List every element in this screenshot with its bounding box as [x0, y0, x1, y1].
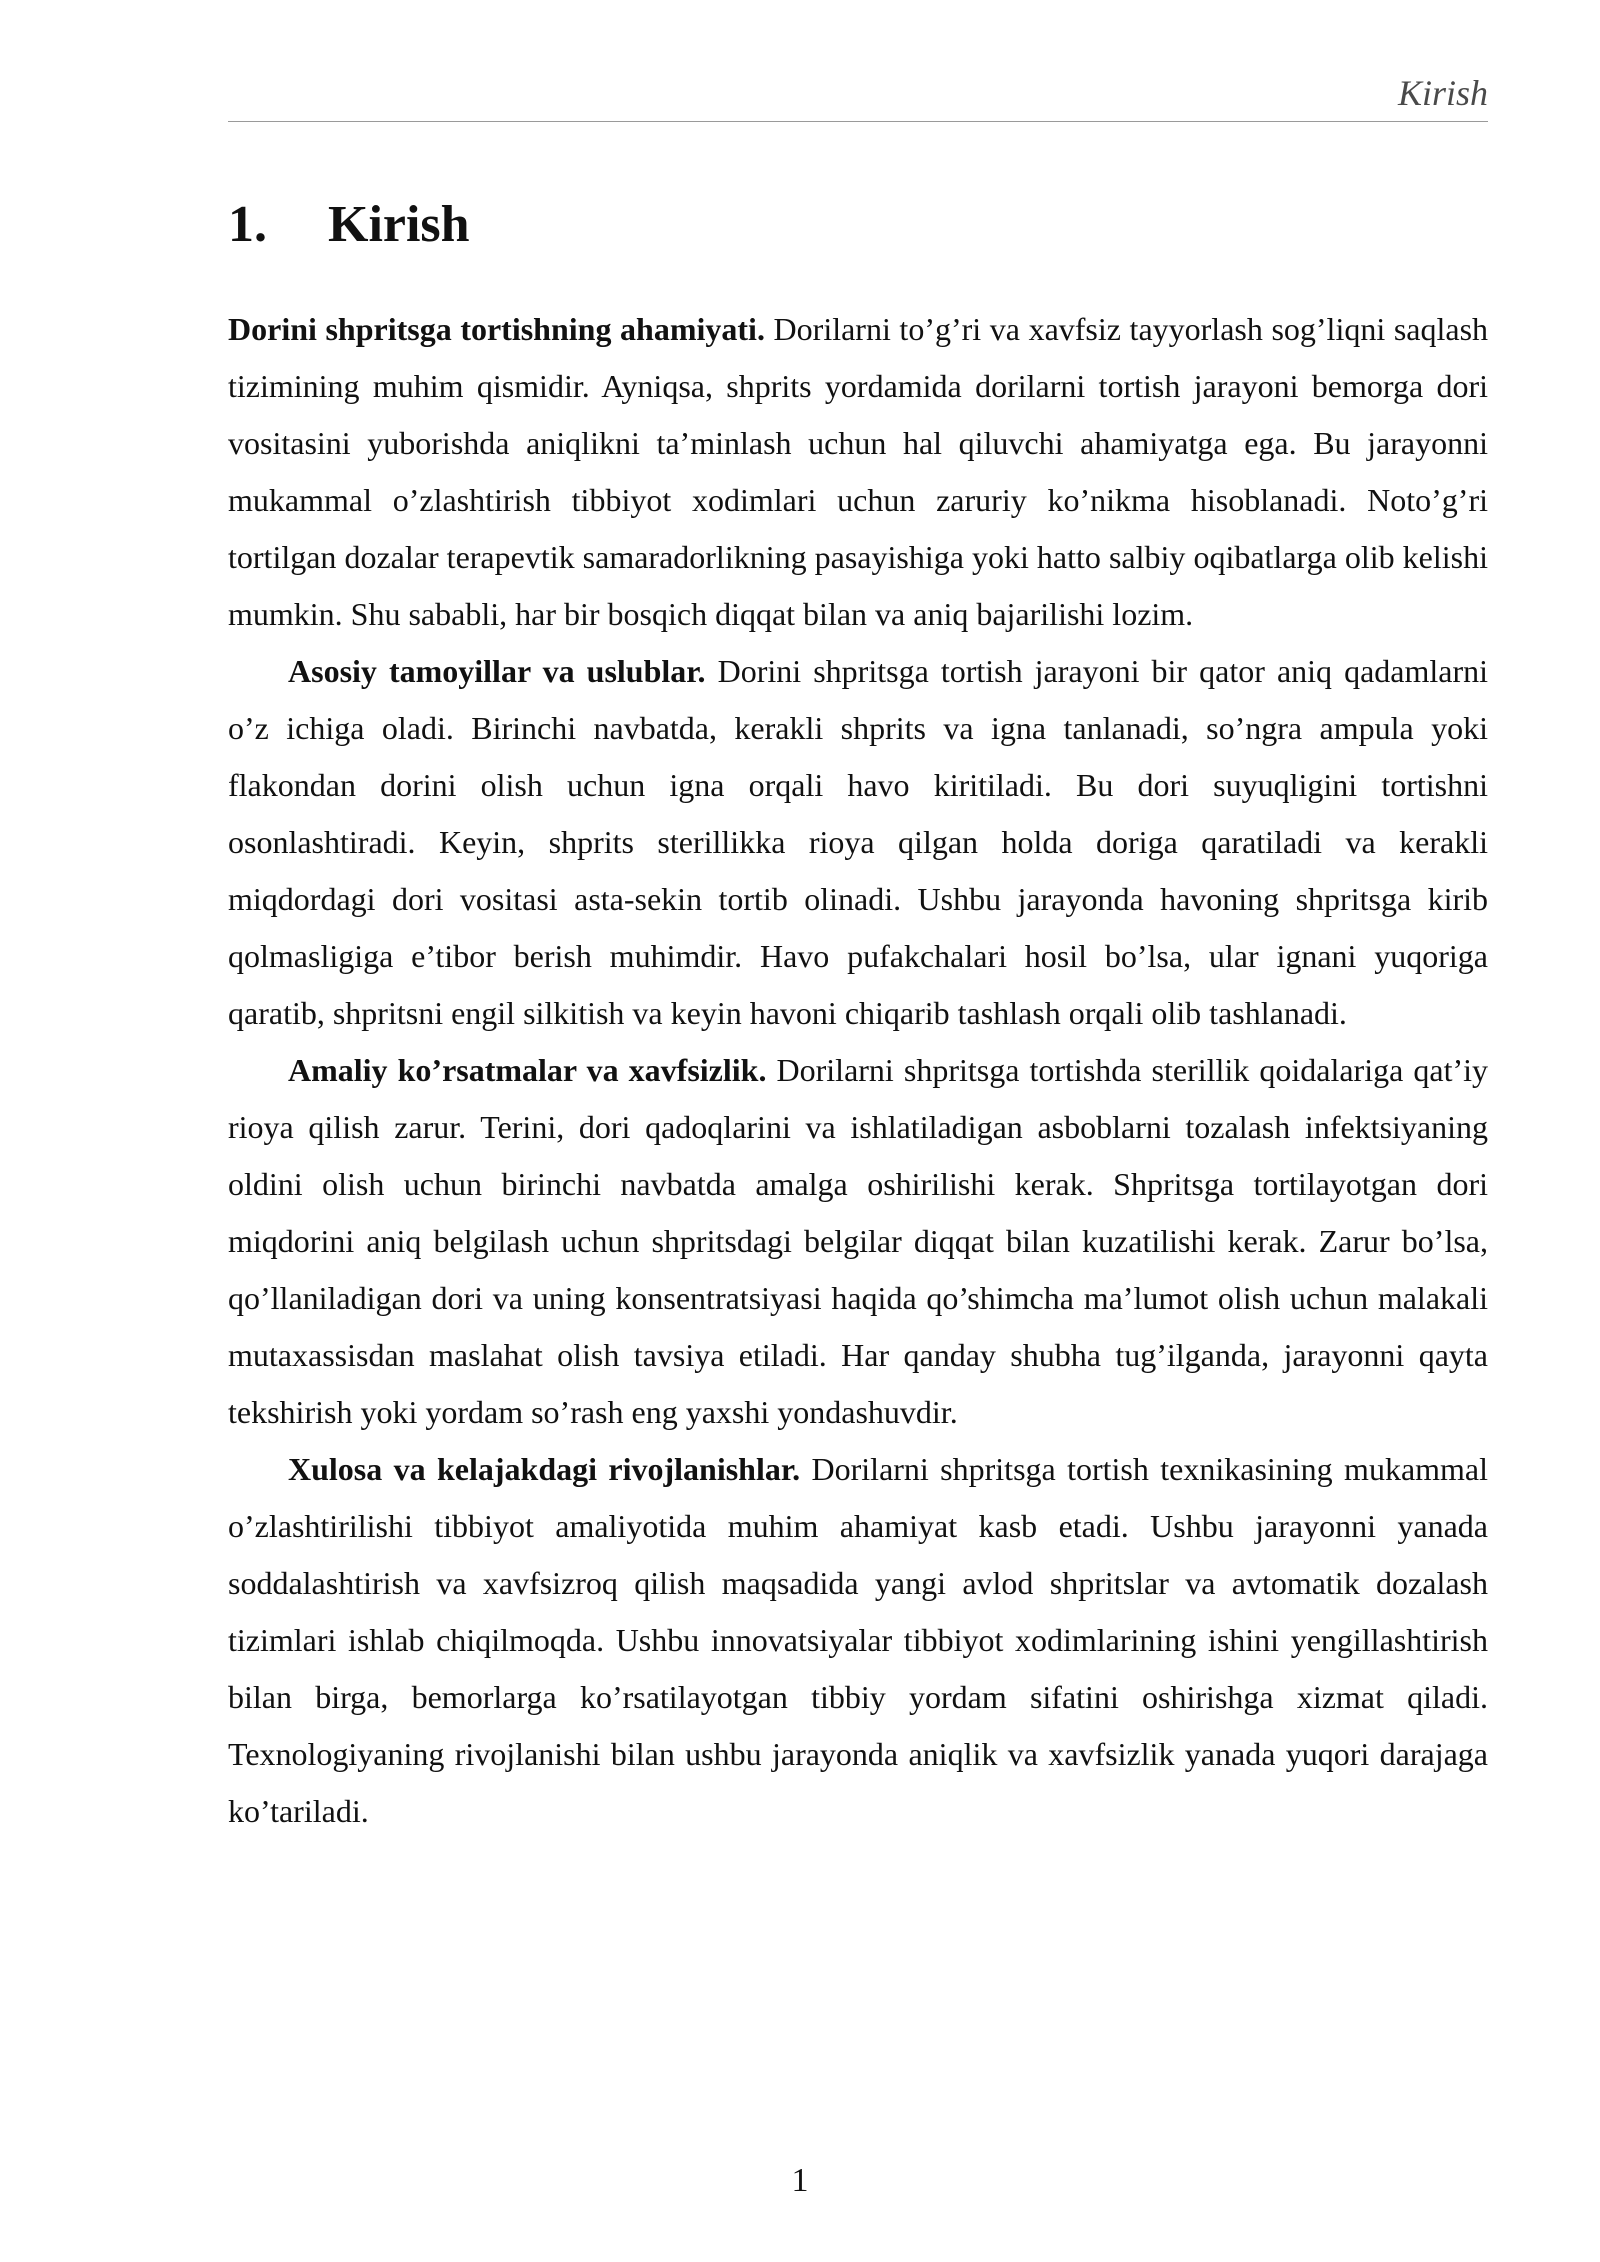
paragraph-safety	[228, 1042, 1488, 1441]
paragraph-heading: Dorini shpritsga tortishning ahamiyati.	[228, 311, 765, 347]
paragraph-text: Dorini shpritsga tortish jarayoni bir qator aniq qadamlarni o’z ichiga oladi. Birinchi navbatda, kerakli shprits va igna tanlanadi, so’ngra ampula yoki flakondan dorini olish uchun igna orqali havo kiritiladi. Bu dori suyuqligini tortishni osonlashtiradi. Keyin, shprits sterillikka rioya qilgan holda doriga qaratiladi va kerakli miqdordagi dori vositasi asta-sekin tortib olinadi. Ushbu jarayonda havoning shpritsga kirib qolmasligiga e’tibor berish muhimdir. Havo pufakchalari hosil bo’lsa, ular ignani yuqoriga qaratib, shpritsni engil silkitish va keyin havoni chiqarib tashlash orqali olib tashlanadi.	[228, 653, 1489, 1031]
body-text	[228, 301, 1488, 1840]
paragraph-heading: Asosiy tamoyillar va uslublar.	[288, 653, 706, 689]
header-divider	[228, 121, 1488, 122]
chapter-title-text: Kirish	[328, 196, 470, 253]
chapter-number: 1.	[228, 196, 267, 253]
paragraph-conclusion	[228, 1441, 1488, 1840]
paragraph-importance	[228, 301, 1488, 643]
paragraph-principles	[228, 643, 1488, 1042]
paragraph-text: Dorilarni shpritsga tortishda sterillik qoidalariga qat’iy rioya qilish zarur. Terini, dori qadoqlarini va ishlatiladigan asboblarni tozalash infektsiyaning oldini olish uchun birinchi navbatda amalga oshirilishi kerak. Shpritsga tortilayotgan dori miqdorini aniq belgilash uchun shpritsdagi belgilar diqqat bilan kuzatilishi kerak. Zarur bo’lsa, qo’llaniladigan dori va uning konsentratsiyasi haqida qo’shimcha ma’lumot olish uchun malakali mutaxassisdan maslahat olish tavsiya etiladi. Har qanday shubha tug’ilganda, jarayonni qayta tekshirish yoki yordam so’rash eng yaxshi yondashuvdir.	[228, 1052, 1488, 1430]
paragraph-heading: Amaliy ko’rsatmalar va xavfsizlik.	[288, 1052, 767, 1088]
running-header: Kirish	[1397, 73, 1488, 113]
paragraph-text: Dorilarni to’g’ri va xavfsiz tayyorlash sog’liqni saqlash tizimining muhim qismidir. Ayniqsa, shprits yordamida dorilarni tortish jarayoni bemorga dori vositasini yuborishda aniqlikni ta’minlash uchun hal qiluvchi ahamiyatga ega. Bu jarayonni mukammal o’zlashtirish tibbiyot xodimlari uchun zaruriy ko’nikma hisoblanadi. Noto’g’ri tortilgan dozalar terapevtik samaradorlikning pasayishiga yoki hatto salbiy oqibatlarga olib kelishi mumkin. Shu sababli, har bir bosqich diqqat bilan va aniq bajarilishi lozim.	[228, 311, 1489, 632]
paragraph-text: Dorilarni shpritsga tortish texnikasining mukammal o’zlashtirilishi tibbiyot amaliyotida muhim ahamiyat kasb etadi. Ushbu jarayonni yanada soddalashtirish va xavfsizroq qilish maqsadida yangi avlod shpritslar va avtomatik dozalash tizimlari ishlab chiqilmoqda. Ushbu innovatsiyalar tibbiyot xodimlarining ishini yengillashtirish bilan birga, bemorlarga ko’rsatilayotgan tibbiy yordam sifatini oshirishga xizmat qiladi. Texnologiyaning rivojlanishi bilan ushbu jarayonda aniqlik va xavfsizlik yanada yuqori darajaga ko’tariladi.	[228, 1451, 1489, 1829]
page-number: 1	[791, 2162, 809, 2199]
chapter-title	[228, 196, 470, 253]
paragraph-heading: Xulosa va kelajakdagi rivojlanishlar.	[288, 1451, 801, 1487]
